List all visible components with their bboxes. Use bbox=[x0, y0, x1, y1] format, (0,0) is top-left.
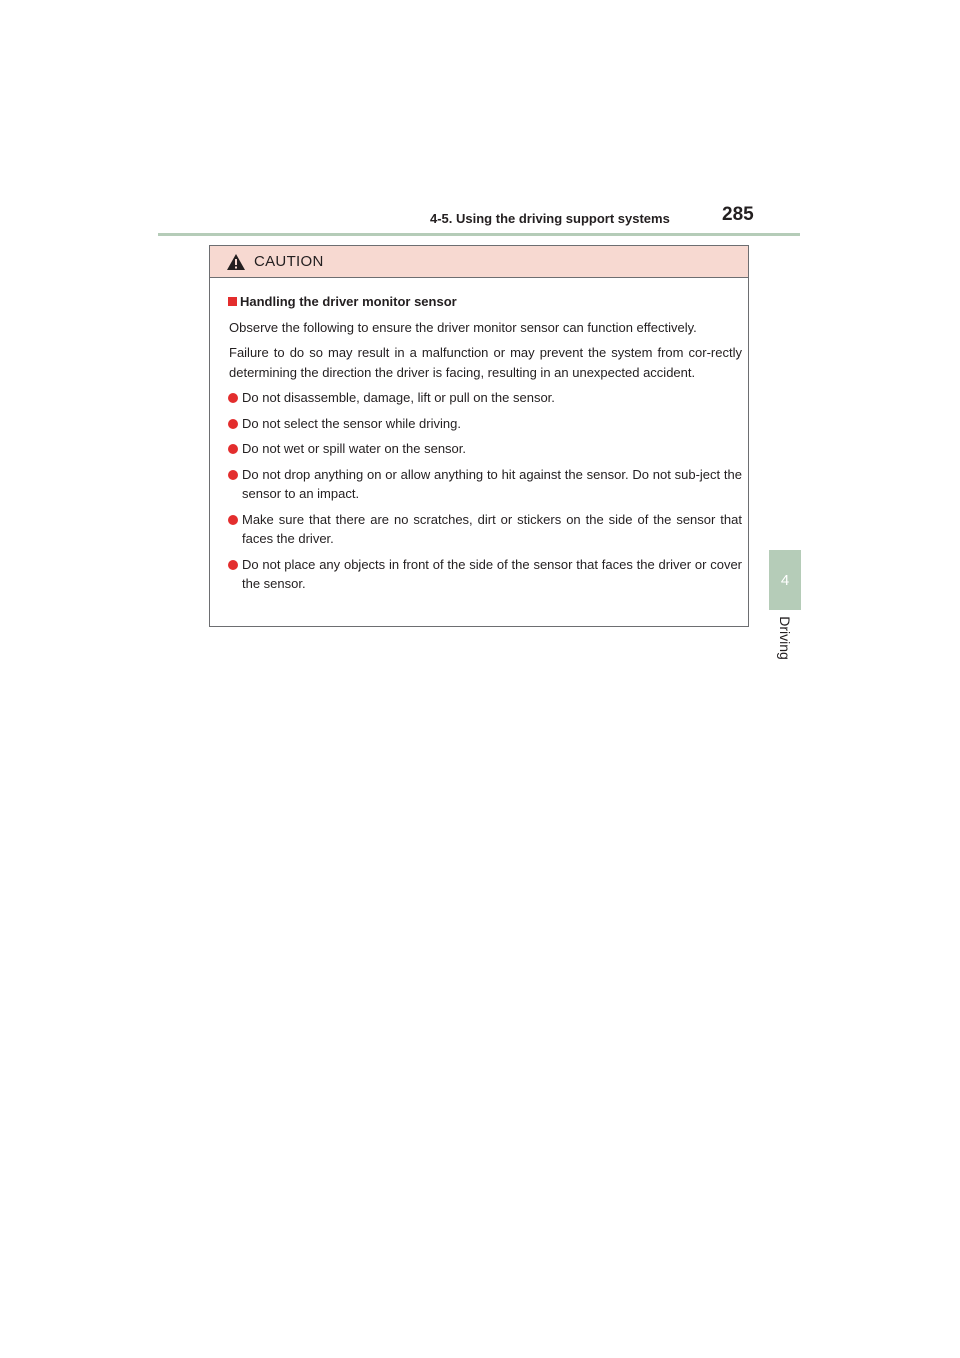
bullet-list bbox=[228, 388, 742, 594]
section-heading-text: Handling the driver monitor sensor bbox=[240, 294, 457, 309]
caution-body bbox=[210, 278, 748, 594]
caution-title: CAUTION bbox=[254, 253, 324, 270]
chapter-tab[interactable] bbox=[769, 550, 801, 610]
bullet-dot-icon bbox=[228, 419, 238, 429]
list-item bbox=[228, 465, 742, 504]
warning-triangle-icon bbox=[226, 253, 246, 271]
list-item bbox=[228, 439, 742, 459]
paragraph: Observe the following to ensure the driver monitor sensor can function effectively. bbox=[229, 319, 697, 335]
list-item bbox=[228, 510, 742, 549]
chapter-number: 4 bbox=[780, 571, 790, 589]
list-item bbox=[228, 555, 742, 594]
bullet-dot-icon bbox=[228, 444, 238, 454]
section-heading bbox=[228, 292, 742, 312]
list-item-text: Make sure that there are no scratches, dirt or stickers on the side of the sensor that faces the driver. bbox=[242, 511, 742, 546]
bullet-dot-icon bbox=[228, 470, 238, 480]
list-item bbox=[228, 414, 742, 434]
chapter-label: Driving bbox=[777, 616, 793, 660]
list-item-text: Do not select the sensor while driving. bbox=[242, 415, 461, 431]
list-item-text: Do not disassemble, damage, lift or pull on the sensor. bbox=[242, 390, 555, 405]
caution-box bbox=[209, 245, 749, 627]
list-item bbox=[228, 388, 742, 408]
list-item-text: Do not drop anything on or allow anything to hit against the sensor. Do not sub-ject the sensor to an impact. bbox=[242, 466, 742, 501]
caution-header bbox=[210, 246, 748, 278]
bullet-dot-icon bbox=[228, 515, 238, 525]
page-number: 285 bbox=[722, 204, 754, 225]
header-rule bbox=[158, 233, 800, 236]
bullet-dot-icon bbox=[228, 560, 238, 570]
section-title: 4-5. Using the driving support systems bbox=[430, 211, 670, 226]
list-item-text: Do not wet or spill water on the sensor. bbox=[242, 441, 467, 456]
paragraph: Failure to do so may result in a malfunction or may prevent the system from cor-rectly determining the direction the driver is facing, resulting in an unexpected accident. bbox=[229, 345, 742, 380]
square-bullet-icon bbox=[228, 297, 237, 306]
bullet-dot-icon bbox=[228, 393, 238, 403]
list-item-text: Do not place any objects in front of the side of the sensor that faces the driver or cover the sensor. bbox=[242, 556, 742, 591]
